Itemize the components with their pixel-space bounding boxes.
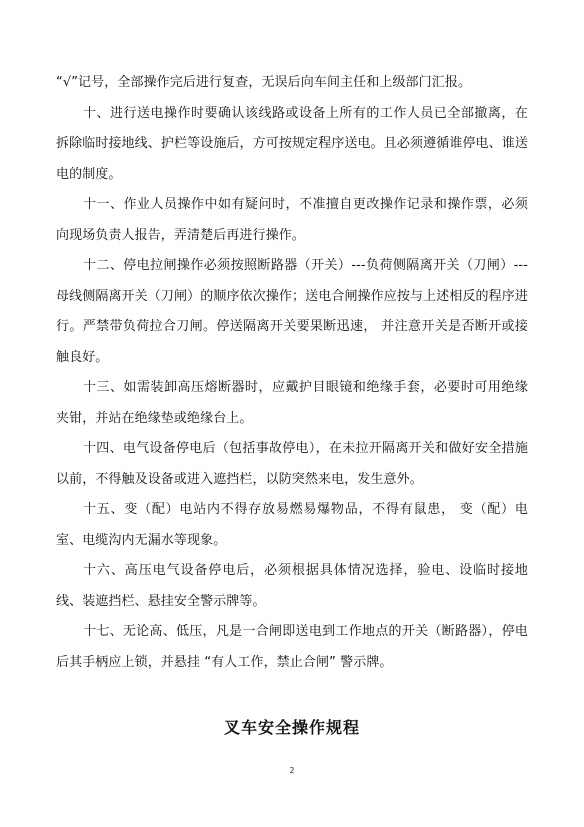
paragraph-item-13: 十三、如需装卸高压熔断器时，应戴护目眼镜和绝缘手套，必要时可用绝缘夹钳，并站在绝缘垫或绝缘台上。: [56, 380, 528, 426]
section-heading: 叉车安全操作规程: [223, 718, 360, 737]
paragraph-item-12: 十二、停电拉闸操作必须按照断路器（开关）---负荷侧隔离开关（刀闸）---母线侧隔离开关（刀闸）的顺序依次操作；送电合闸操作应按与上述相反的程序进行。严禁带负荷拉合刀闸。停送隔离开关要果断迅速， 并注意开关是否断开或接触良好。: [56, 258, 528, 365]
paragraph-item-17: 十七、无论高、低压，凡是一合闸即送电到工作地点的开关（断路器），停电后其手柄应上锁，并悬挂 “有人工作，禁止合闸” 警示牌。: [56, 624, 528, 670]
paragraph-item-16: 十六、高压电气设备停电后，必须根据具体情况选择，验电、设临时接地线、装遮挡栏、悬挂安全警示牌等。: [56, 563, 528, 609]
body-text: [56, 68, 528, 678]
paragraph-continuation: “√”记号，全部操作完后进行复查，无误后向车间主任和上级部门汇报。: [56, 75, 472, 90]
paragraph-item-10: 十、进行送电操作时要确认该线路或设备上所有的工作人员已全部撤离，在拆除临时接地线、护栏等设施后，方可按规定程序送电。且必须遵循谁停电、谁送电的制度。: [56, 105, 528, 182]
paragraph-item-11: 十一、作业人员操作中如有疑问时，不准擅自更改操作记录和操作票，必须向现场负责人报告，弄清楚后再进行操作。: [56, 197, 528, 243]
paragraph-item-15: 十五、变（配）电站内不得存放易燃易爆物品，不得有鼠患， 变（配）电室、电缆沟内无漏水等现象。: [56, 502, 528, 548]
paragraph-item-14: 十四、电气设备停电后（包括事故停电），在未拉开隔离开关和做好安全措施以前，不得触及设备或进入遮挡栏，以防突然来电，发生意外。: [56, 441, 528, 487]
page-number: 2: [289, 766, 295, 775]
